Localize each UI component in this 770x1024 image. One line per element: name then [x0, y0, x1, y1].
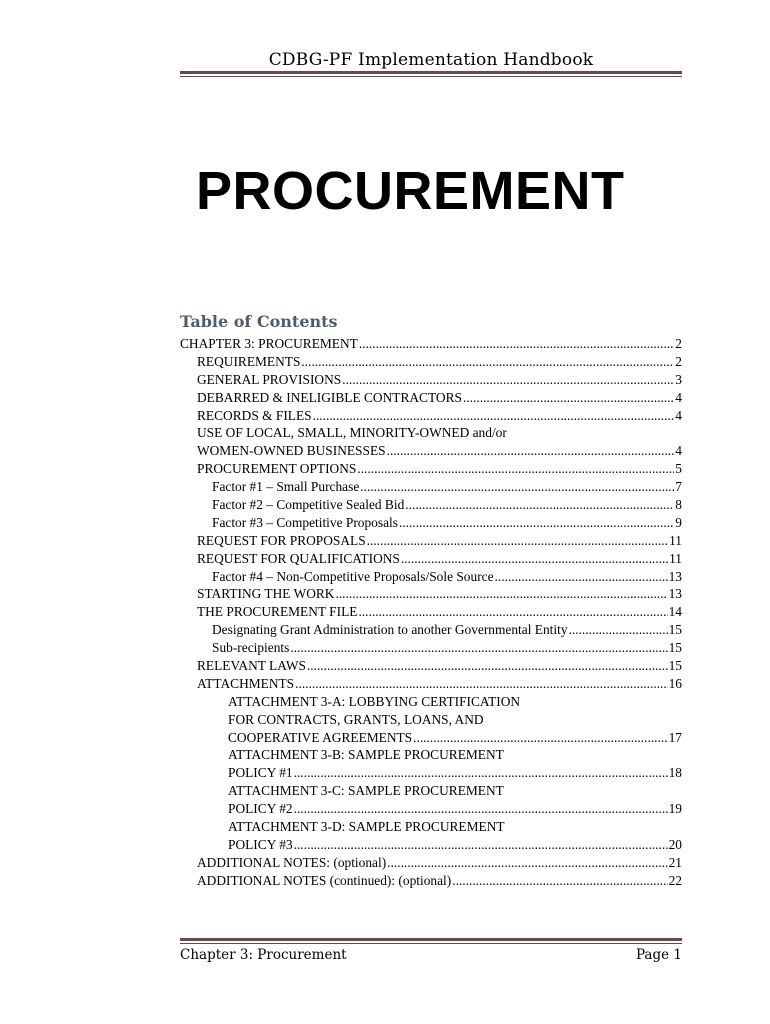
toc-entry-label: ADDITIONAL NOTES: (optional): [197, 854, 387, 870]
toc-entry[interactable]: [180, 800, 682, 818]
toc-entry-label: ATTACHMENT 3-A: LOBBYING CERTIFICATION: [228, 693, 521, 709]
toc-entry-page: 5: [675, 461, 682, 477]
toc-dot-leader: [569, 621, 668, 639]
toc-entry[interactable]: [180, 818, 682, 836]
toc-entry-label: POLICY #2: [228, 801, 293, 817]
toc-entry-page: 4: [675, 407, 682, 423]
toc-dot-leader: [405, 496, 674, 514]
toc-dot-leader: [413, 729, 667, 747]
toc-entry-label: RECORDS & FILES: [197, 407, 312, 423]
toc-entry-page: 4: [675, 389, 682, 405]
toc-dot-leader: [307, 657, 668, 675]
toc-entry-label: DEBARRED & INELIGIBLE CONTRACTORS: [197, 389, 462, 405]
toc-dot-leader: [387, 854, 667, 872]
toc-dot-leader: [399, 514, 674, 532]
toc-entry-page: 21: [668, 854, 682, 870]
toc-entry-label: STARTING THE WORK: [197, 586, 335, 602]
toc-entry-label: REQUEST FOR PROPOSALS: [197, 532, 366, 548]
toc-dot-leader: [335, 585, 667, 603]
toc-dot-leader: [290, 639, 667, 657]
toc-entry-label: CHAPTER 3: PROCUREMENT: [180, 336, 358, 351]
toc-entry-label: FOR CONTRACTS, GRANTS, LOANS, AND: [228, 711, 484, 727]
toc-entry-page: 14: [668, 604, 682, 620]
toc-dot-leader: [301, 353, 674, 371]
toc-entry-label: Factor #3 – Competitive Proposals: [212, 514, 398, 530]
toc-entry-label: PROCUREMENT OPTIONS: [197, 461, 357, 477]
toc-entry[interactable]: [180, 782, 682, 800]
toc-entry[interactable]: [180, 854, 682, 872]
toc-entry[interactable]: [180, 639, 682, 657]
toc-dot-leader: [313, 407, 675, 425]
toc-entry-label: ATTACHMENT 3-D: SAMPLE PROCUREMENT: [228, 819, 505, 835]
toc-entry[interactable]: [180, 764, 682, 782]
toc-entry[interactable]: [180, 496, 682, 514]
toc-entry[interactable]: [180, 424, 682, 442]
toc-entry[interactable]: [180, 407, 682, 425]
toc-entry-label: Sub-recipients: [212, 640, 290, 656]
toc-entry[interactable]: [180, 532, 682, 550]
toc-entry-page: 20: [668, 836, 682, 852]
toc-entry-page: 11: [669, 550, 682, 566]
toc-entry-label: Factor #1 – Small Purchase: [212, 479, 360, 495]
toc-entry[interactable]: [180, 568, 682, 586]
toc-entry[interactable]: [180, 442, 682, 460]
toc-dot-leader: [294, 836, 668, 854]
toc-dot-leader: [367, 532, 668, 550]
toc-entry[interactable]: [180, 514, 682, 532]
toc-heading: Table of Contents: [180, 312, 338, 331]
toc-entry[interactable]: [180, 836, 682, 854]
toc-entry-label: REQUIREMENTS: [197, 353, 301, 369]
toc-entry[interactable]: [180, 746, 682, 764]
footer-page-number: Page 1: [635, 947, 682, 963]
toc-entry[interactable]: [180, 729, 682, 747]
toc-dot-leader: [342, 371, 674, 389]
toc-dot-leader: [295, 675, 667, 693]
toc-entry-page: 9: [675, 514, 682, 530]
header-rule: [180, 71, 682, 77]
toc-dot-leader: [401, 550, 668, 568]
toc-entry[interactable]: [180, 711, 682, 729]
toc-entry[interactable]: [180, 585, 682, 603]
toc-entry-page: 13: [668, 568, 682, 584]
toc-entry-page: 2: [675, 336, 682, 351]
toc-entry[interactable]: [180, 621, 682, 639]
toc-entry-label: ATTACHMENT 3-B: SAMPLE PROCUREMENT: [228, 747, 504, 763]
toc-dot-leader: [387, 442, 675, 460]
running-header: CDBG-PF Implementation Handbook: [268, 50, 594, 70]
toc-entry[interactable]: [180, 675, 682, 693]
toc-entry[interactable]: [180, 335, 682, 353]
toc-entry[interactable]: [180, 693, 682, 711]
toc-entry[interactable]: [180, 371, 682, 389]
toc-entry-label: POLICY #1: [228, 765, 293, 781]
toc-entry-page: 16: [668, 675, 682, 691]
toc-dot-leader: [294, 800, 668, 818]
toc-dot-leader: [359, 335, 674, 353]
toc-entry[interactable]: [180, 353, 682, 371]
toc-entry-page: 19: [668, 801, 682, 817]
toc-dot-leader: [495, 568, 668, 586]
footer-chapter: Chapter 3: Procurement: [180, 947, 347, 963]
toc-entry-page: 17: [668, 729, 682, 745]
toc-entry-page: 8: [675, 497, 682, 513]
toc-entry-page: 3: [675, 371, 682, 387]
toc-dot-leader: [452, 872, 667, 890]
toc-dot-leader: [463, 389, 674, 407]
toc-entry-page: 13: [668, 586, 682, 602]
footer-rule: [180, 938, 682, 944]
toc-entry-label: ATTACHMENTS: [197, 675, 295, 691]
table-of-contents: [180, 335, 682, 890]
page-title: PROCUREMENT: [196, 161, 625, 221]
toc-entry-label: Factor #4 – Non-Competitive Proposals/Sole Source: [212, 568, 494, 584]
toc-entry-label: Designating Grant Administration to another Governmental Entity: [212, 622, 568, 638]
toc-entry-label: COOPERATIVE AGREEMENTS: [228, 729, 413, 745]
toc-entry-page: 2: [675, 353, 682, 369]
toc-entry-label: REQUEST FOR QUALIFICATIONS: [197, 550, 400, 566]
toc-entry-page: 18: [668, 765, 682, 781]
toc-entry[interactable]: [180, 550, 682, 568]
toc-entry-label: USE OF LOCAL, SMALL, MINORITY-OWNED and/or: [197, 425, 507, 441]
toc-entry[interactable]: [180, 389, 682, 407]
toc-entry[interactable]: [180, 603, 682, 621]
toc-dot-leader: [294, 764, 668, 782]
toc-entry[interactable]: [180, 460, 682, 478]
toc-entry-label: ATTACHMENT 3-C: SAMPLE PROCUREMENT: [228, 783, 504, 799]
toc-dot-leader: [360, 478, 674, 496]
toc-entry-label: GENERAL PROVISIONS: [197, 371, 342, 387]
toc-entry-page: 7: [675, 479, 682, 495]
toc-dot-leader: [358, 603, 667, 621]
toc-entry-page: 22: [668, 872, 682, 888]
toc-entry[interactable]: [180, 657, 682, 675]
toc-entry-label: WOMEN-OWNED BUSINESSES: [197, 443, 386, 459]
toc-entry-page: 15: [668, 640, 682, 656]
toc-entry-label: RELEVANT LAWS: [197, 658, 306, 674]
toc-entry-label: POLICY #3: [228, 836, 293, 852]
toc-entry-page: 4: [675, 443, 682, 459]
toc-entry-page: 15: [668, 658, 682, 674]
toc-entry-page: 15: [668, 622, 682, 638]
toc-dot-leader: [357, 460, 674, 478]
toc-entry[interactable]: [180, 478, 682, 496]
toc-entry[interactable]: [180, 872, 682, 890]
toc-entry-page: 11: [669, 532, 682, 548]
toc-entry-label: THE PROCUREMENT FILE: [197, 604, 358, 620]
toc-entry-label: Factor #2 – Competitive Sealed Bid: [212, 497, 405, 513]
toc-entry-label: ADDITIONAL NOTES (continued): (optional): [197, 872, 452, 888]
